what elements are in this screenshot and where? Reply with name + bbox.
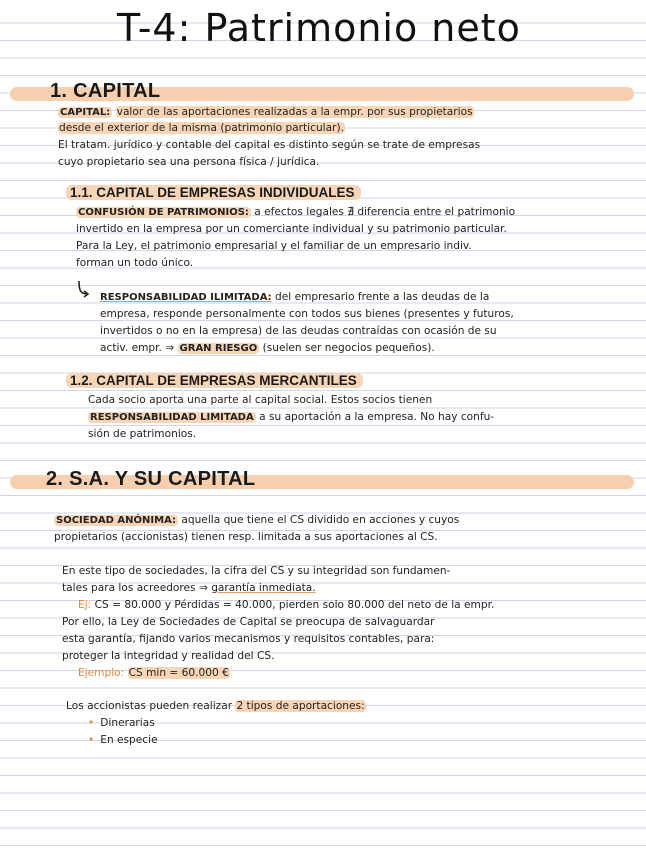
bullet-icon: • <box>88 717 95 729</box>
curved-arrow-icon <box>76 280 90 298</box>
capital-definition-line-1 <box>58 104 474 122</box>
sub2-line-3: sión de patrimonios. <box>88 428 197 440</box>
sub2-line-1: Cada socio aporta una parte al capital social. Estos socios tienen <box>88 394 433 406</box>
ej-text: CS = 80.000 y Pérdidas = 40.000, pierden solo 80.000 del neto de la empr. <box>94 599 495 611</box>
section-2-heading: 2. S.A. Y SU CAPITAL <box>46 468 256 490</box>
list-item-label: En especie <box>100 734 158 746</box>
capital-term: CAPITAL: <box>60 107 111 118</box>
garantia-inmediata-text: garantía inmediata. <box>211 582 316 594</box>
responsabilidad-ilimitada-term: RESPONSABILIDAD ILIMITADA: <box>100 292 272 303</box>
subsection-1-2-heading-text: 1.2. CAPITAL DE EMPRESAS MERCANTILES <box>66 373 363 388</box>
capital-text-line-3: El tratam. jurídico y contable del capital es distinto según se trate de empresas <box>58 139 481 151</box>
sub1-resp-line-1-text: del empresario frente a las deudas de la <box>275 291 490 303</box>
sub1-line-4: forman un todo único. <box>76 257 194 269</box>
sa-p-line-1: En este tipo de sociedades, la cifra del CS y su integridad son fundamen- <box>62 565 451 577</box>
tipos-aportaciones-text: 2 tipos de aportaciones: <box>236 700 365 712</box>
sub1-resp-line-1 <box>100 289 489 307</box>
capital-definition-text-2: desde el exterior de la misma (patrimonio particular). <box>59 122 344 134</box>
sa-p-line-5: proteger la integridad y realidad del CS. <box>62 650 275 662</box>
list-item-label: Dinerarias <box>100 717 155 729</box>
sub1-line-1-text: a efectos legales ∄ diferencia entre el patrimonio <box>254 206 516 218</box>
subsection-1-1-heading-text: 1.1. CAPITAL DE EMPRESAS INDIVIDUALES <box>66 185 361 200</box>
section-1-heading: 1. CAPITAL <box>50 80 161 102</box>
sa-p-line-2 <box>62 580 316 597</box>
capital-text-line-4: cuyo propietario sea una persona física / jurídica. <box>58 156 320 168</box>
subsection-1-2-heading <box>66 373 363 388</box>
sa-p-line-2a: tales para los acreedores ⇒ <box>62 582 208 594</box>
sub1-resp-line-3: invertidos o no en la empresa) de las deudas contraídas con ocasión de su <box>100 325 497 337</box>
example-line <box>78 597 494 614</box>
sa-p-line-3: Por ello, la Ley de Sociedades de Capital se preocupa de salvaguardar <box>62 616 435 628</box>
sub2-line-2 <box>88 409 494 427</box>
page-title: T-4: Patrimonio neto <box>117 6 521 50</box>
aportaciones-line-text: Los accionistas pueden realizar <box>66 700 233 712</box>
gran-riesgo-term: GRAN RIESGO <box>179 343 258 354</box>
list-item <box>88 732 158 749</box>
capital-definition-text: valor de las aportaciones realizadas a la empr. por sus propietarios <box>116 106 473 118</box>
sub1-resp-line-2: empresa, responde personalmente con todos sus bienes (presentes y futuros, <box>100 308 514 320</box>
sub1-resp-line-4a: activ. empr. ⇒ <box>100 342 175 354</box>
bullet-icon: • <box>88 734 95 746</box>
sub2-line-2-text: a su aportación a la empresa. No hay confu- <box>259 411 495 423</box>
sub1-line-1 <box>76 204 515 222</box>
sa-p-line-4: esta garantía, fijando varios mecanismos y requisitos contables, para: <box>62 633 435 645</box>
list-item <box>88 715 155 732</box>
ej-label: Ej: <box>78 599 92 611</box>
sub1-resp-line-4 <box>100 340 435 358</box>
capital-definition-line-2 <box>58 120 345 137</box>
sa-line-2: propietarios (accionistas) tienen resp. limitada a sus aportaciones al CS. <box>54 531 438 543</box>
ejemplo-line <box>78 665 230 682</box>
ejemplo-text: CS min = 60.000 € <box>128 667 229 679</box>
responsabilidad-limitada-term: RESPONSABILIDAD LIMITADA <box>90 412 254 423</box>
sociedad-anonima-term: SOCIEDAD ANÓNIMA: <box>56 515 176 526</box>
sub1-line-2: invertido en la empresa por un comerciante individual y su patrimonio particular. <box>76 223 507 235</box>
sub1-resp-line-4c: (suelen ser negocios pequeños). <box>262 342 435 354</box>
confusion-patrimonios-term: CONFUSIÓN DE PATRIMONIOS: <box>78 207 249 218</box>
sa-line-1 <box>54 512 459 530</box>
ejemplo-label: Ejemplo: <box>78 667 125 679</box>
sub1-line-3: Para la Ley, el patrimonio empresarial y el familiar de un empresario indiv. <box>76 240 472 252</box>
aportaciones-line <box>66 698 366 715</box>
sa-line-1-text: aquella que tiene el CS dividido en acciones y cuyos <box>181 514 460 526</box>
subsection-1-1-heading <box>66 185 361 200</box>
